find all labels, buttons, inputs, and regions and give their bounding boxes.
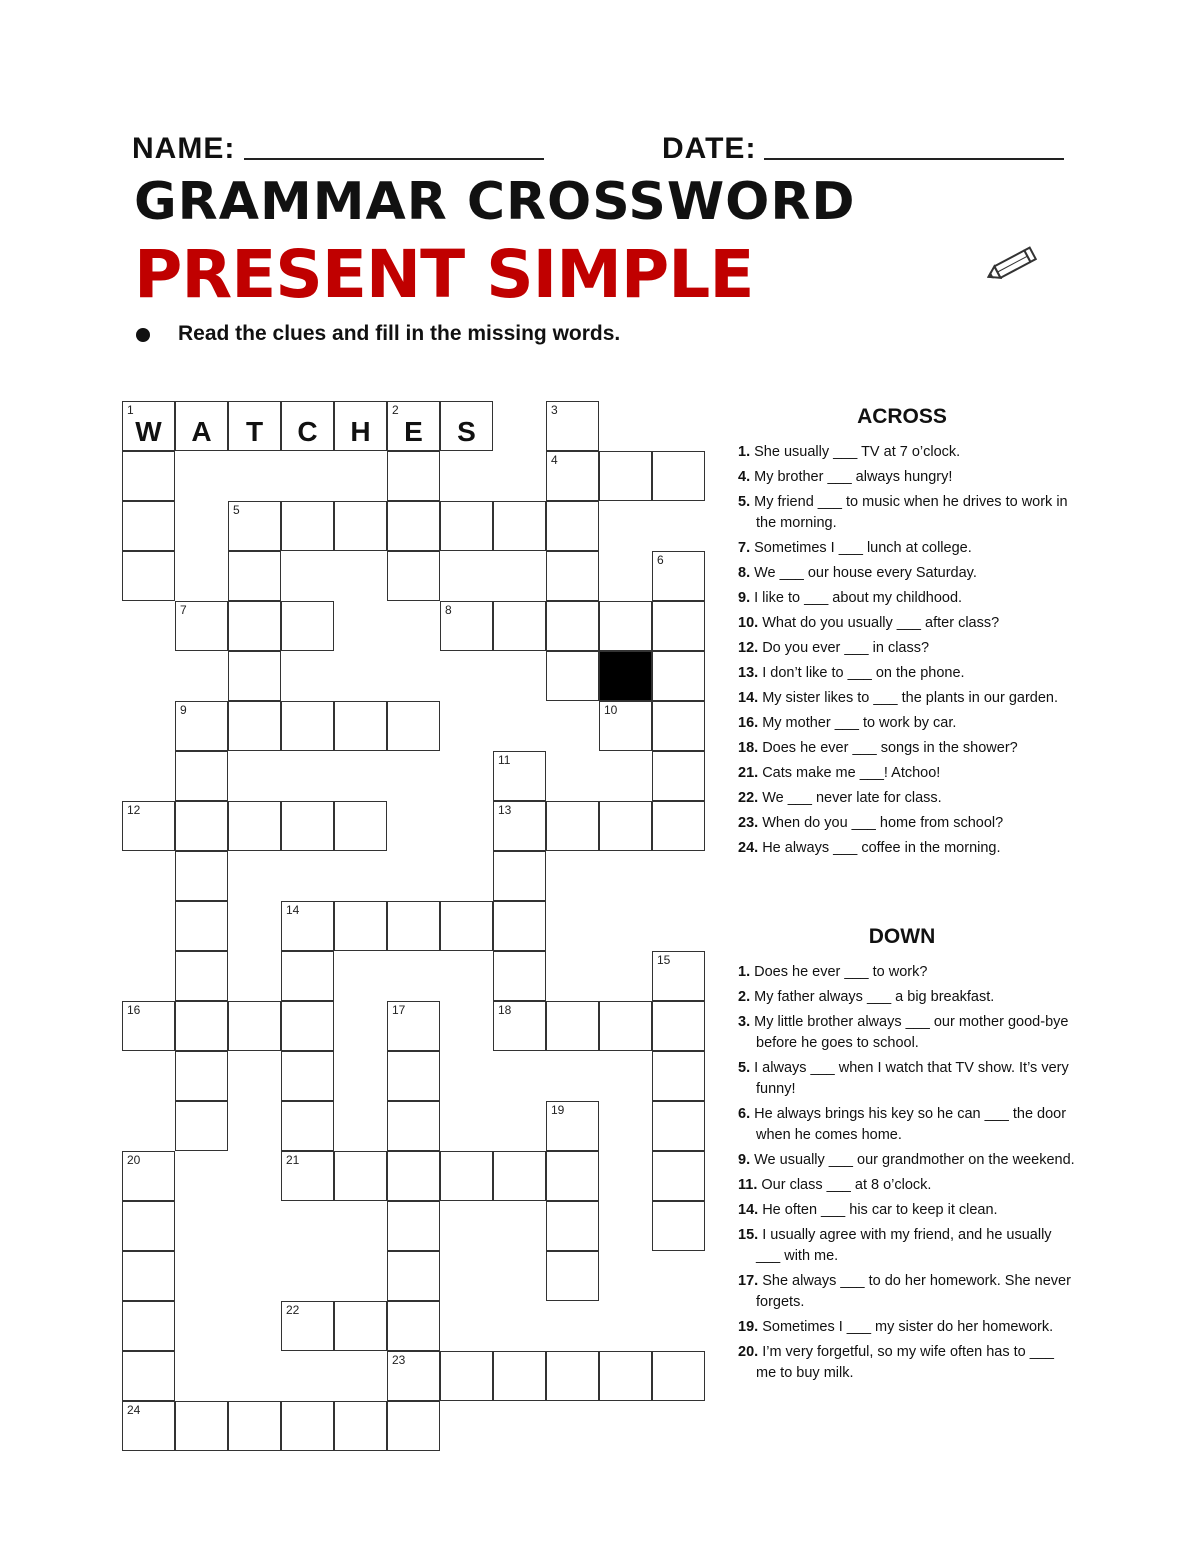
answer-letter: H (350, 416, 371, 447)
clue-number: 19 (551, 1103, 565, 1117)
clue-number: 2. (738, 989, 751, 1005)
across-clue (738, 788, 1078, 809)
crossword-cell[interactable] (546, 501, 599, 551)
crossword-cell[interactable] (546, 801, 599, 851)
crossword-cell[interactable] (493, 1001, 546, 1051)
clue-text: He always brings his key so he can ___ the door when he comes home. (754, 1106, 1067, 1143)
crossword-cell[interactable] (281, 501, 334, 551)
crossword-cell[interactable] (334, 501, 387, 551)
clue-number: 10 (604, 703, 618, 717)
clue-text: We usually ___ our grandmother on the weekend. (754, 1152, 1075, 1168)
crossword-cell[interactable] (387, 1151, 440, 1201)
clue-number: 11. (738, 1177, 758, 1193)
across-clue (738, 492, 1078, 534)
down-clue (738, 1317, 1078, 1338)
clue-text: He always ___ coffee in the morning. (762, 840, 1001, 856)
clue-number: 21. (738, 765, 759, 781)
crossword-cell[interactable] (599, 1001, 652, 1051)
instruction-text: Read the clues and fill in the missing words. (178, 322, 621, 345)
crossword-cell[interactable] (387, 1351, 440, 1401)
clue-number: 24 (127, 1403, 141, 1417)
crossword-cell[interactable] (440, 501, 493, 551)
clue-number: 5. (738, 494, 751, 510)
crossword-cell[interactable] (175, 851, 228, 901)
crossword-cell[interactable] (387, 901, 440, 951)
crossword-cell[interactable] (281, 701, 334, 751)
crossword-cell[interactable] (334, 701, 387, 751)
crossword-cell[interactable] (387, 1251, 440, 1301)
across-heading: ACROSS (857, 405, 947, 428)
crossword-cell[interactable] (387, 501, 440, 551)
crossword-cell[interactable] (228, 601, 281, 651)
down-clue (738, 1175, 1078, 1196)
crossword-cell[interactable] (652, 1351, 705, 1401)
crossword-cell[interactable] (493, 901, 546, 951)
page-subtitle: PRESENT SIMPLE (134, 236, 754, 313)
clue-text: She usually ___ TV at 7 o’clock. (754, 444, 961, 460)
crossword-cell[interactable] (228, 651, 281, 701)
across-clue (738, 538, 1078, 559)
crossword-cell[interactable] (652, 601, 705, 651)
answer-letter: E (404, 416, 423, 447)
clue-text: When do you ___ home from school? (762, 815, 1004, 831)
clue-number: 21 (286, 1153, 300, 1167)
crossword-cell[interactable] (175, 401, 228, 451)
clue-number: 6 (657, 553, 664, 567)
clue-number: 10. (738, 615, 759, 631)
crossword-cell[interactable] (493, 501, 546, 551)
crossword-cell[interactable] (493, 1351, 546, 1401)
clue-number: 22. (738, 790, 759, 806)
clue-number: 14. (738, 690, 759, 706)
crossword-cell[interactable] (281, 1101, 334, 1151)
across-clue (738, 663, 1078, 684)
crossword-cell[interactable] (387, 1201, 440, 1251)
clue-number: 18. (738, 740, 759, 756)
across-clue (738, 638, 1078, 659)
crossword-cell[interactable] (175, 801, 228, 851)
crossword-cell[interactable] (652, 451, 705, 501)
crossword-cell[interactable] (387, 1051, 440, 1101)
clue-number: 1. (738, 964, 751, 980)
clue-number: 13. (738, 665, 759, 681)
across-clue (738, 467, 1078, 488)
crossword-cell[interactable] (122, 501, 175, 551)
crossword-cell[interactable] (334, 801, 387, 851)
crossword-cell[interactable] (228, 551, 281, 601)
clue-number: 16. (738, 715, 759, 731)
clue-text: Our class ___ at 8 o’clock. (761, 1177, 932, 1193)
crossword-cell[interactable] (440, 901, 493, 951)
clue-number: 22 (286, 1303, 300, 1317)
crossword-cell[interactable] (228, 701, 281, 751)
crossword-cell[interactable] (281, 801, 334, 851)
crossword-cell[interactable] (599, 601, 652, 651)
clue-text: Sometimes I ___ my sister do her homework. (762, 1319, 1054, 1335)
clue-text: Does he ever ___ songs in the shower? (762, 740, 1018, 756)
page-title: GRAMMAR CROSSWORD (134, 172, 856, 232)
crossword-cell[interactable] (440, 1351, 493, 1401)
crossword-cell[interactable] (334, 401, 387, 451)
clue-number: 9. (738, 1152, 751, 1168)
clue-number: 15 (657, 953, 671, 967)
clue-number: 9. (738, 590, 751, 606)
across-clue (738, 563, 1078, 584)
crossword-cell[interactable] (387, 451, 440, 501)
crossword-cell[interactable] (281, 951, 334, 1001)
clue-text: Does he ever ___ to work? (754, 964, 928, 980)
crossword-cell[interactable] (652, 1051, 705, 1101)
crossword-cell[interactable] (281, 401, 334, 451)
across-clue (738, 813, 1078, 834)
clue-number: 23 (392, 1353, 406, 1367)
crossword-cell[interactable] (652, 1101, 705, 1151)
crossword-cell[interactable] (387, 701, 440, 751)
clue-number: 3. (738, 1014, 751, 1030)
crossword-cell[interactable] (440, 401, 493, 451)
clue-number: 4 (551, 453, 558, 467)
crossword-cell[interactable] (387, 1001, 440, 1051)
crossword-cell[interactable] (652, 951, 705, 1001)
crossword-cell[interactable] (546, 451, 599, 501)
crossword-cell[interactable] (281, 601, 334, 651)
crossword-cell[interactable] (122, 451, 175, 501)
across-clue (738, 613, 1078, 634)
answer-letter: W (135, 416, 162, 447)
crossword-cell[interactable] (228, 1401, 281, 1451)
clue-number: 8 (445, 603, 452, 617)
down-clue (738, 1012, 1078, 1054)
crossword-cell[interactable] (652, 1201, 705, 1251)
crossword-cell[interactable] (122, 1251, 175, 1301)
crossword-cell[interactable] (175, 701, 228, 751)
crossword-cell[interactable] (122, 1301, 175, 1351)
clue-number: 15. (738, 1227, 759, 1243)
down-clue (738, 1104, 1078, 1146)
crossword-cell[interactable] (493, 801, 546, 851)
clue-text: My father always ___ a big breakfast. (754, 989, 995, 1005)
crossword-cell[interactable] (546, 1001, 599, 1051)
clue-number: 5 (233, 503, 240, 517)
crossword-cell[interactable] (334, 901, 387, 951)
clue-text: My friend ___ to music when he drives to work in the morning. (754, 494, 1068, 531)
down-clue (738, 1225, 1078, 1267)
clue-number: 1. (738, 444, 751, 460)
crossword-cell[interactable] (281, 1151, 334, 1201)
crossword-cell[interactable] (122, 1201, 175, 1251)
clue-text: We ___ never late for class. (762, 790, 942, 806)
crossword-cell[interactable] (546, 401, 599, 451)
clue-number: 14 (286, 903, 300, 917)
down-clue (738, 987, 1078, 1008)
clue-number: 13 (498, 803, 512, 817)
crossword-cell[interactable] (387, 551, 440, 601)
crossword-cell[interactable] (652, 801, 705, 851)
crossword-cell[interactable] (546, 601, 599, 651)
clue-number: 9 (180, 703, 187, 717)
crossword-cell[interactable] (228, 501, 281, 551)
crossword-cell[interactable] (175, 1401, 228, 1451)
crossword-cell[interactable] (546, 1351, 599, 1401)
clue-text: Cats make me ___! Atchoo! (762, 765, 941, 781)
crossword-cell[interactable] (175, 951, 228, 1001)
crossword-cell[interactable] (387, 401, 440, 451)
answer-letter: S (457, 416, 476, 447)
clue-text: Sometimes I ___ lunch at college. (754, 540, 972, 556)
clue-number: 14. (738, 1202, 759, 1218)
clue-number: 16 (127, 1003, 141, 1017)
clue-text: My brother ___ always hungry! (754, 469, 953, 485)
across-clue (738, 763, 1078, 784)
clue-number: 12 (127, 803, 141, 817)
crossword-cell[interactable] (493, 951, 546, 1001)
crossword-cell[interactable] (652, 751, 705, 801)
crossword-cell[interactable] (122, 1001, 175, 1051)
clue-number: 7. (738, 540, 751, 556)
across-clue (738, 688, 1078, 709)
crossword-cell[interactable] (122, 1351, 175, 1401)
across-clue-list (738, 442, 1078, 863)
across-clue (738, 713, 1078, 734)
crossword-cell[interactable] (546, 1101, 599, 1151)
down-clue (738, 962, 1078, 983)
clue-number: 11 (498, 753, 511, 767)
clue-number: 1 (127, 403, 134, 417)
crossword-cell[interactable] (228, 401, 281, 451)
down-clue-list (738, 962, 1078, 1388)
across-clue (738, 442, 1078, 463)
crossword-cell[interactable] (652, 1001, 705, 1051)
down-heading: DOWN (868, 925, 936, 948)
across-clue (738, 738, 1078, 759)
crossword-cell[interactable] (493, 851, 546, 901)
crossword-cell[interactable] (281, 1401, 334, 1451)
down-clue (738, 1058, 1078, 1100)
clue-text: I usually agree with my friend, and he usually ___ with me. (756, 1227, 1052, 1264)
answer-letter: A (191, 416, 212, 447)
crossword-cell[interactable] (546, 651, 599, 701)
clue-number: 20 (127, 1153, 141, 1167)
crossword-cell[interactable] (440, 1151, 493, 1201)
crossword-cell[interactable] (546, 1201, 599, 1251)
crossword-cell[interactable] (652, 1151, 705, 1201)
down-clue (738, 1150, 1078, 1171)
crossword-cell[interactable] (175, 751, 228, 801)
clue-text: I always ___ when I watch that TV show. It’s very funny! (754, 1060, 1069, 1097)
crossword-cell[interactable] (175, 901, 228, 951)
clue-text: My sister likes to ___ the plants in our garden. (762, 690, 1058, 706)
crossword-cell[interactable] (493, 1151, 546, 1201)
clue-number: 2 (392, 403, 399, 417)
down-clue (738, 1342, 1078, 1384)
clue-number: 3 (551, 403, 558, 417)
clue-text: I like to ___ about my childhood. (754, 590, 963, 606)
clue-text: What do you usually ___ after class? (762, 615, 1000, 631)
crossword-cell[interactable] (281, 1301, 334, 1351)
crossword-cell[interactable] (387, 1101, 440, 1151)
clue-number: 6. (738, 1106, 751, 1122)
crossword-cell[interactable] (122, 801, 175, 851)
clue-text: We ___ our house every Saturday. (754, 565, 977, 581)
crossword-cell[interactable] (122, 1151, 175, 1201)
blocked-cell (599, 651, 652, 701)
answer-letter: T (245, 416, 264, 447)
crossword-cell[interactable] (599, 451, 652, 501)
date-label: DATE: (662, 132, 757, 165)
crossword-cell[interactable] (599, 1351, 652, 1401)
clue-number: 23. (738, 815, 759, 831)
crossword-cell[interactable] (175, 1051, 228, 1101)
crossword-cell[interactable] (175, 1101, 228, 1151)
clue-text: I’m very forgetful, so my wife often has to ___ me to buy milk. (756, 1344, 1054, 1381)
clue-number: 18 (498, 1003, 512, 1017)
clue-number: 7 (180, 603, 187, 617)
crossword-cell[interactable] (228, 801, 281, 851)
crossword-cell[interactable] (334, 1301, 387, 1351)
crossword-cell[interactable] (493, 751, 546, 801)
crossword-cell[interactable] (546, 1251, 599, 1301)
clue-number: 8. (738, 565, 751, 581)
crossword-cell[interactable] (122, 401, 175, 451)
down-clue (738, 1200, 1078, 1221)
crossword-cell[interactable] (281, 1001, 334, 1051)
crossword-cell[interactable] (281, 901, 334, 951)
across-clue (738, 838, 1078, 859)
crossword-cell[interactable] (387, 1301, 440, 1351)
crossword-cell[interactable] (546, 1151, 599, 1201)
across-clue (738, 588, 1078, 609)
clue-number: 24. (738, 840, 759, 856)
clue-number: 19. (738, 1319, 759, 1335)
answer-letter: C (297, 416, 318, 447)
clue-number: 17. (738, 1273, 759, 1289)
crossword-cell[interactable] (228, 1001, 281, 1051)
clue-text: He often ___ his car to keep it clean. (762, 1202, 998, 1218)
crossword-cell[interactable] (652, 651, 705, 701)
crossword-cell[interactable] (546, 551, 599, 601)
crossword-cell[interactable] (281, 1051, 334, 1101)
crossword-cell[interactable] (387, 1401, 440, 1451)
name-label: NAME: (132, 132, 236, 165)
crossword-cell[interactable] (652, 551, 705, 601)
clue-text: My little brother always ___ our mother good-bye before he goes to school. (754, 1014, 1069, 1051)
clue-number: 20. (738, 1344, 759, 1360)
clue-text: I don’t like to ___ on the phone. (762, 665, 965, 681)
clue-number: 4. (738, 469, 751, 485)
clue-text: She always ___ to do her homework. She never forgets. (756, 1273, 1071, 1310)
crossword-cell[interactable] (175, 1001, 228, 1051)
clue-text: Do you ever ___ in class? (762, 640, 930, 656)
crossword-cell[interactable] (334, 1151, 387, 1201)
clue-number: 12. (738, 640, 759, 656)
crossword-cell[interactable] (122, 551, 175, 601)
crossword-cell[interactable] (493, 601, 546, 651)
down-clue (738, 1271, 1078, 1313)
crossword-cell[interactable] (440, 601, 493, 651)
crossword-cell[interactable] (652, 701, 705, 751)
crossword-cell[interactable] (599, 801, 652, 851)
clue-number: 5. (738, 1060, 751, 1076)
clue-number: 17 (392, 1003, 406, 1017)
clue-text: My mother ___ to work by car. (762, 715, 957, 731)
crossword-cell[interactable] (175, 601, 228, 651)
crossword-cell[interactable] (122, 1401, 175, 1451)
crossword-cell[interactable] (334, 1401, 387, 1451)
crossword-cell[interactable] (599, 701, 652, 751)
